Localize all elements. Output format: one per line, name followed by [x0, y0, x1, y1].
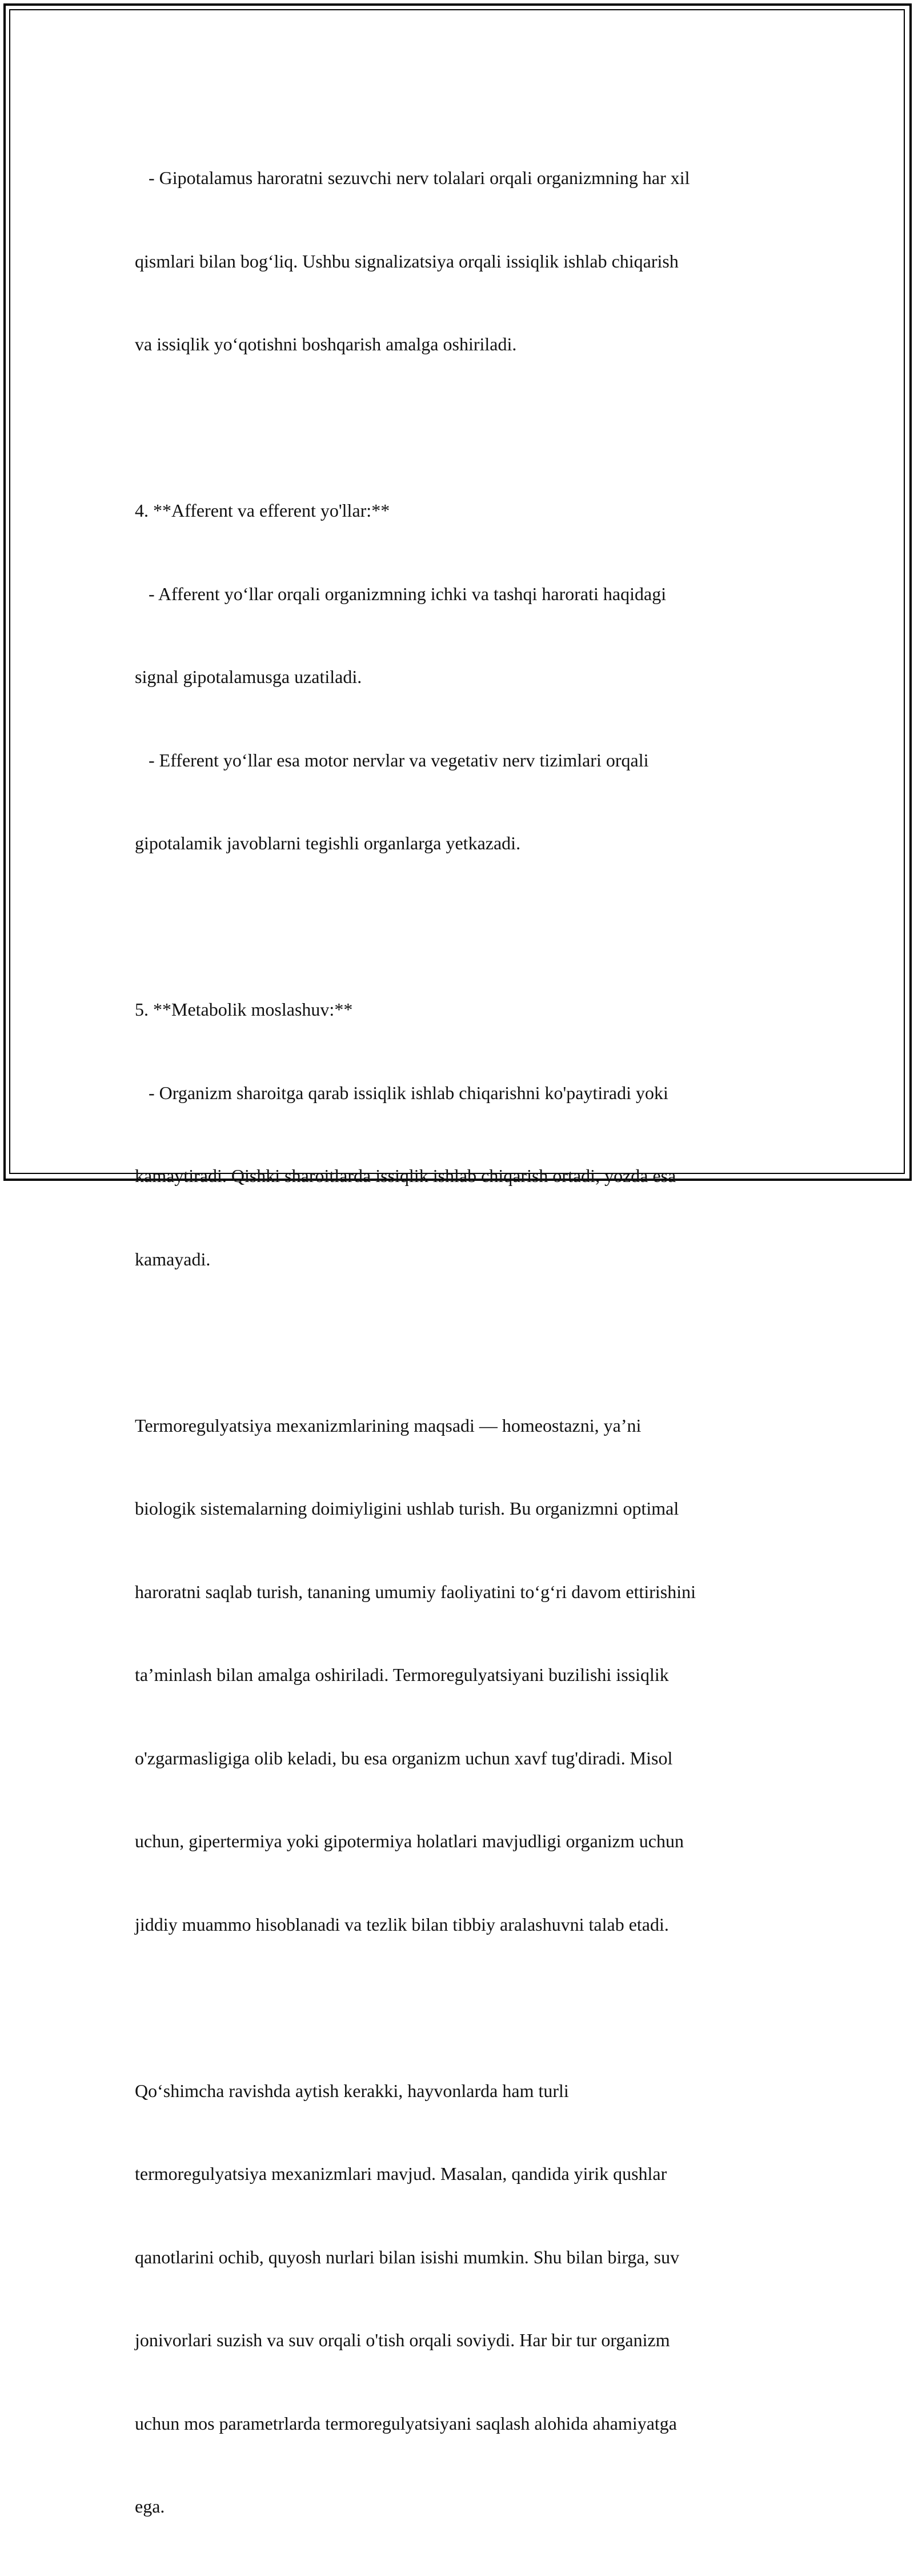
- text-line: kamayadi.: [135, 1248, 211, 1269]
- text-line: - Gipotalamus haroratni sezuvchi nerv tolalari orqali organizmning har xil: [135, 167, 690, 188]
- text-line: qanotlarini ochib, quyosh nurlari bilan isishi mumkin. Shu bilan birga, suv: [135, 2246, 680, 2267]
- text-line: ega.: [135, 2496, 165, 2517]
- paragraph-gap: [135, 1328, 786, 1356]
- text-line: Termoregulyatsiya mexanizmlarining maqsadi — homeostazni, ya’ni: [135, 1415, 642, 1436]
- text-line: jiddiy muammo hisoblanadi va tezlik bilan tibbiy aralashuvni talab etadi.: [135, 1914, 669, 1935]
- paragraph-afferent-efferent: [135, 441, 786, 913]
- text-line: uchun, gipertermiya yoki gipotermiya holatlari mavjudligi organizm uchun: [135, 1831, 684, 1851]
- text-line: - Organizm sharoitga qarab issiqlik ishlab chiqarishni ko'paytiradi yoki: [135, 1082, 668, 1103]
- list-heading: 5. **Metabolik moslashuv:**: [135, 999, 353, 1020]
- text-line: va issiqlik yo‘qotishni boshqarish amalga oshiriladi.: [135, 334, 517, 354]
- text-line: signal gipotalamusga uzatiladi.: [135, 666, 362, 687]
- text-line: gipotalamik javoblarni tegishli organlarga yetkazadi.: [135, 833, 521, 853]
- text-line: ta’minlash bilan amalga oshiriladi. Termoregulyatsiyani buzilishi issiqlik: [135, 1664, 669, 1685]
- paragraph-gap: [135, 1994, 786, 2022]
- paragraph-hypothalamus: [135, 109, 786, 414]
- paragraph-animals: [135, 2022, 786, 2576]
- document-body: [135, 109, 786, 2576]
- paragraph-goal: [135, 1356, 786, 1994]
- text-line: - Afferent yo‘llar orqali organizmning ichki va tashqi harorati haqidagi: [135, 583, 667, 604]
- text-line: o'zgarmasligiga olib keladi, bu esa organizm uchun xavf tug'diradi. Misol: [135, 1747, 673, 1768]
- text-line: - Efferent yo‘llar esa motor nervlar va vegetativ nerv tizimlari orqali: [135, 749, 649, 770]
- text-line: qismlari bilan bog‘liq. Ushbu signalizatsiya orqali issiqlik ishlab chiqarish: [135, 250, 679, 271]
- text-line: jonivorlari suzish va suv orqali o'tish orqali soviydi. Har bir tur organizm: [135, 2330, 670, 2350]
- text-line: haroratni saqlab turish, tananing umumiy faoliyatini to‘g‘ri davom ettirishini: [135, 1581, 696, 1602]
- text-line: biologik sistemalarning doimiyligini ushlab turish. Bu organizmni optimal: [135, 1498, 679, 1519]
- list-heading: 4. **Afferent va efferent yo'llar:**: [135, 500, 390, 521]
- text-line: termoregulyatsiya mexanizmlari mavjud. Masalan, qandida yirik qushlar: [135, 2163, 667, 2184]
- paragraph-gap: [135, 414, 786, 442]
- paragraph-gap: [135, 913, 786, 941]
- text-line: kamaytiradi. Qishki sharoitlarda issiqlik ishlab chiqarish ortadi, yozda esa: [135, 1165, 676, 1186]
- paragraph-metabolic: [135, 940, 786, 1328]
- text-line: uchun mos parametrlarda termoregulyatsiyani saqlash alohida ahamiyatga: [135, 2413, 677, 2434]
- text-line: Qo‘shimcha ravishda aytish kerakki, hayvonlarda ham turli: [135, 2080, 569, 2101]
